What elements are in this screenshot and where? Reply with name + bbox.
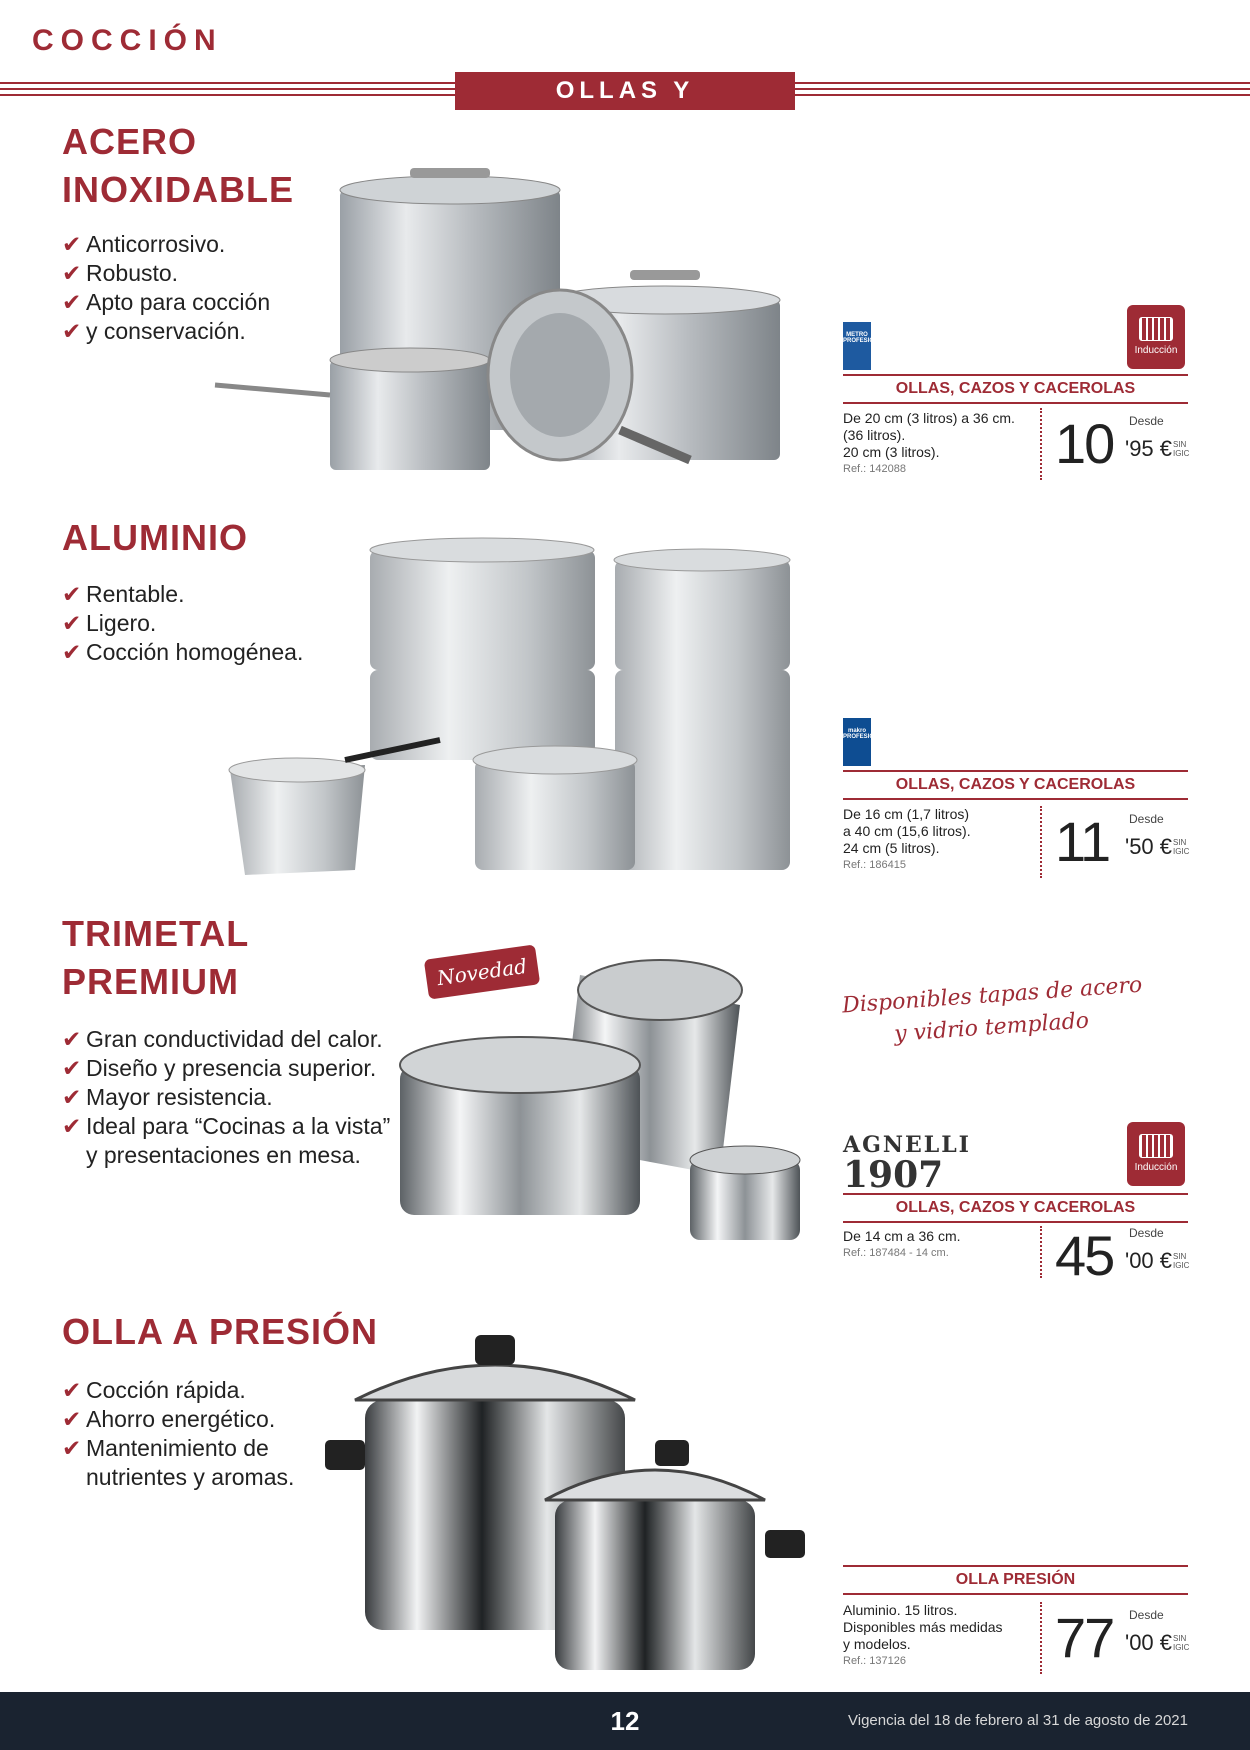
price: 10 Desde '95 € SIN IGIC bbox=[1055, 412, 1190, 475]
check-icon: ✔ bbox=[62, 260, 82, 286]
makro-logo: makro PROFESIONAL bbox=[843, 718, 871, 766]
check-icon: ✔ bbox=[62, 1406, 82, 1432]
page-number: 12 bbox=[610, 1706, 640, 1736]
feature-list-acero: ✔ Anticorrosivo. ✔ Robusto. ✔ Apto para cocción ✔ y conservación. bbox=[62, 231, 271, 344]
check-icon: ✔ bbox=[62, 1435, 82, 1461]
check-icon: ✔ bbox=[62, 1084, 82, 1110]
aluminium-pots-image bbox=[225, 530, 835, 880]
card-desc: De 16 cm (1,7 litros) a 40 cm (15,6 litros). 24 cm (5 litros). Ref.: 186415 bbox=[843, 806, 971, 871]
section-title-aluminio: ALUMINIO bbox=[62, 517, 248, 558]
induction-badge: Inducción bbox=[1127, 305, 1185, 369]
footer bbox=[0, 1692, 1250, 1750]
pressure-cookers-image bbox=[325, 1320, 825, 1680]
section-title: COCCIÓN bbox=[32, 24, 223, 57]
metro-logo: METRO PROFESIONAL bbox=[843, 322, 871, 370]
card-head: OLLAS, CAZOS Y CACEROLAS bbox=[843, 1193, 1188, 1223]
check-icon: ✔ bbox=[62, 1113, 82, 1139]
trimetal-pots-image bbox=[390, 945, 820, 1275]
card-head: OLLAS, CAZOS Y CACEROLAS bbox=[843, 770, 1188, 800]
card-desc: Aluminio. 15 litros. Disponibles más medidas y modelos. Ref.: 137126 bbox=[843, 1602, 1003, 1667]
price: 11 Desde '50 € SIN IGIC bbox=[1055, 810, 1190, 873]
feature-list-presion: ✔ Cocción rápida. ✔ Ahorro energético. ✔ Mantenimiento de nutrientes y aromas. bbox=[62, 1377, 295, 1490]
check-icon: ✔ bbox=[62, 610, 82, 636]
card-head: OLLAS, CAZOS Y CACEROLAS bbox=[843, 374, 1188, 404]
check-icon: ✔ bbox=[62, 1026, 82, 1052]
induction-icon bbox=[1139, 317, 1173, 341]
check-icon: ✔ bbox=[62, 1377, 82, 1403]
card-head: OLLA PRESIÓN bbox=[843, 1565, 1188, 1595]
section-title-acero: ACERO INOXIDABLE bbox=[62, 121, 295, 210]
price: 77 Desde '00 € SIN IGIC bbox=[1055, 1606, 1190, 1669]
check-icon: ✔ bbox=[62, 639, 82, 665]
check-icon: ✔ bbox=[62, 231, 82, 257]
stainless-pots-image bbox=[210, 160, 850, 490]
check-icon: ✔ bbox=[62, 1055, 82, 1081]
check-icon: ✔ bbox=[62, 289, 82, 315]
feature-list-trimetal: ✔ Gran conductividad del calor. ✔ Diseño y presencia superior. ✔ Mayor resistencia. ✔ Ideal para “Cocinas a la vista” y presentaciones en mesa. bbox=[62, 1026, 391, 1168]
card-desc: De 14 cm a 36 cm. Ref.: 187484 - 14 cm. bbox=[843, 1228, 961, 1259]
check-icon: ✔ bbox=[62, 318, 82, 344]
agnelli-brand: AGNELLI 1907 bbox=[843, 1132, 971, 1196]
section-title-trimetal: TRIMETAL PREMIUM bbox=[62, 913, 250, 1002]
category-label: OLLAS Y CACEROLAS bbox=[455, 72, 795, 110]
card-desc: De 20 cm (3 litros) a 36 cm. (36 litros). 20 cm (3 litros). Ref.: 142088 bbox=[843, 410, 1015, 475]
validity-text: Vigencia del 18 de febrero al 31 de agosto de 2021 bbox=[848, 1712, 1188, 1729]
induction-badge: Inducción bbox=[1127, 1122, 1185, 1186]
check-icon: ✔ bbox=[62, 581, 82, 607]
feature-list-aluminio: ✔ Rentable. ✔ Ligero. ✔ Cocción homogénea. bbox=[62, 581, 304, 665]
novedad-badge: Novedad bbox=[424, 944, 540, 999]
induction-icon bbox=[1139, 1134, 1173, 1158]
tapas-note: Disponibles tapas de acero y vidrio templado bbox=[841, 972, 1144, 1047]
price: 45 Desde '00 € SIN IGIC bbox=[1055, 1224, 1190, 1287]
section-title-presion: OLLA A PRESIÓN bbox=[62, 1311, 379, 1352]
